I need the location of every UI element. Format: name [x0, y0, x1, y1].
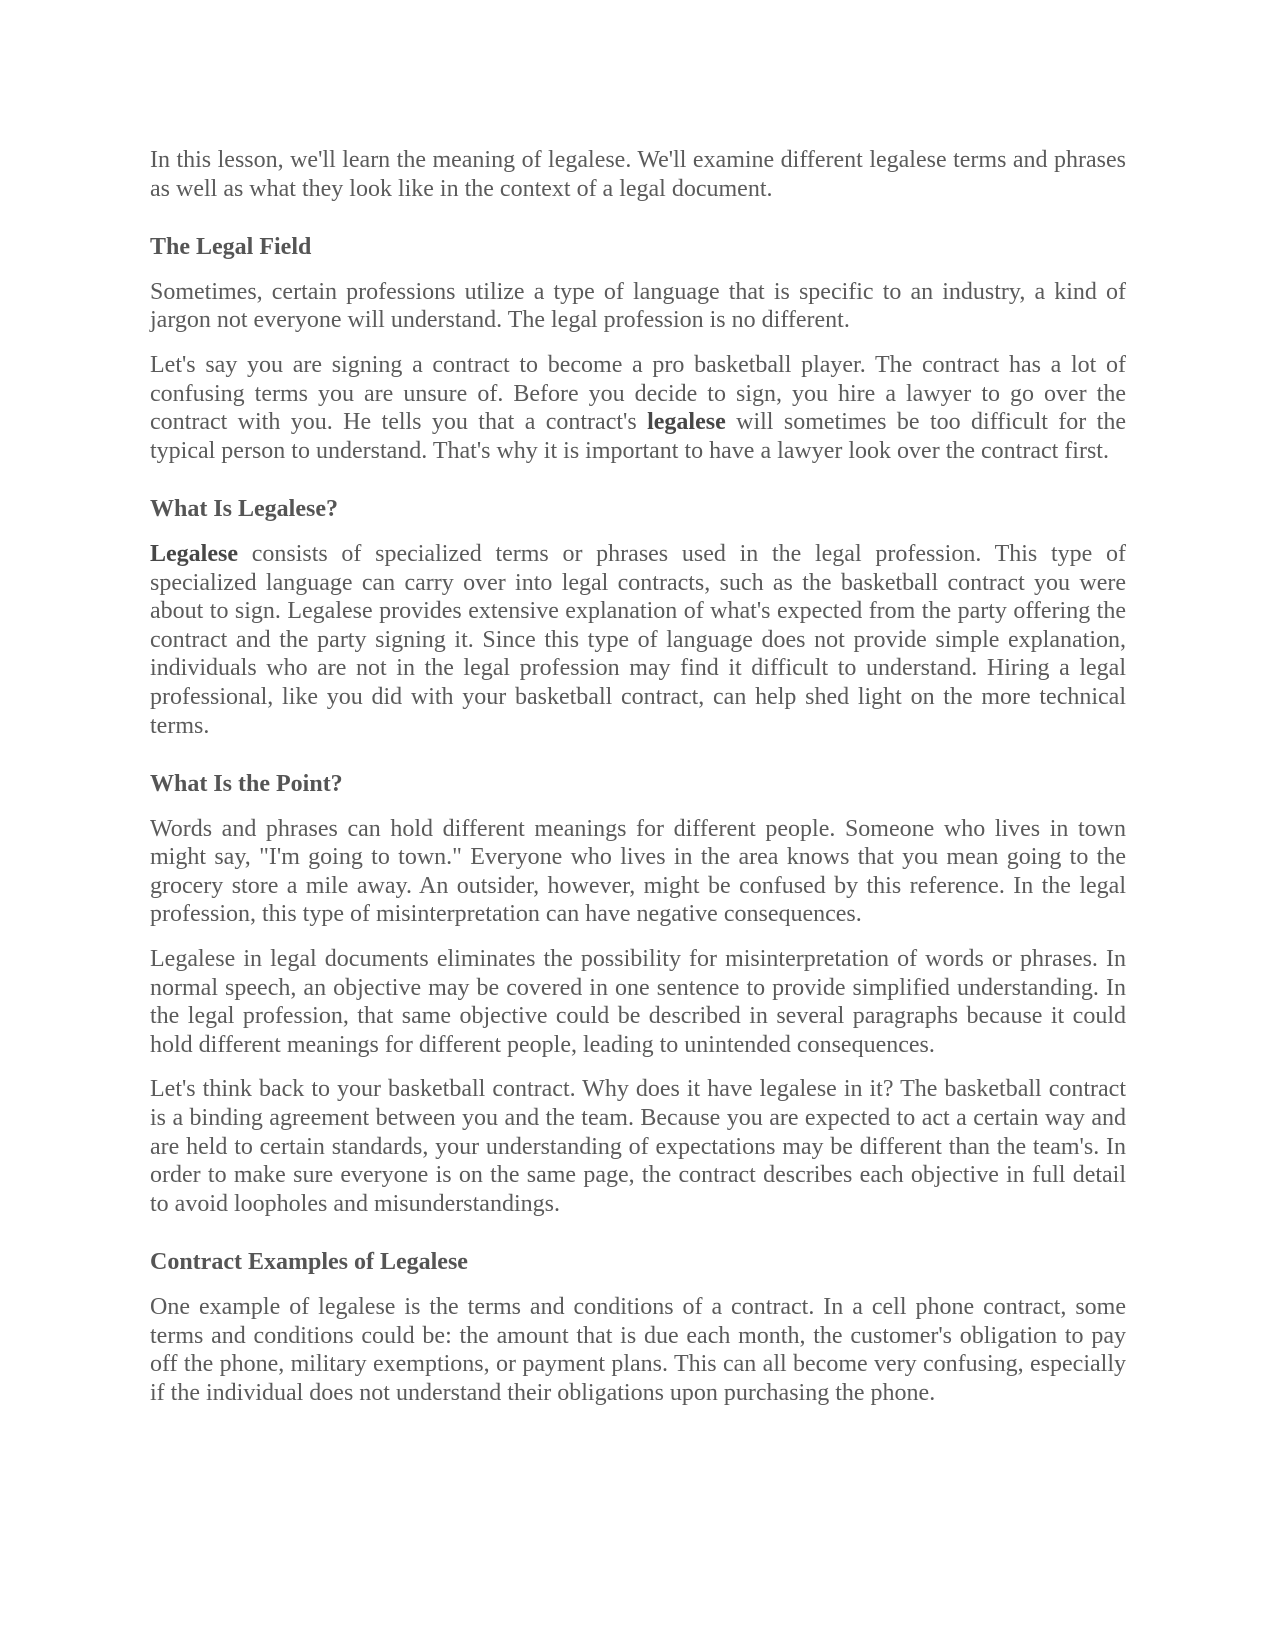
point-paragraph-3: Let's think back to your basketball contract. Why does it have legalese in it? The basketball contract is a binding agreement between you and the team. Because you are expected to act a certain way and are held to certain standards, your understanding of expectations may be different than the team's. In order to make sure everyone is on the same page, the contract describes each objective in full detail to avoid loopholes and misunderstandings.	[150, 1076, 1126, 1217]
legal-field-paragraph-1: Sometimes, certain professions utilize a type of language that is specific to an industry, a kind of jargon not everyone will understand. The legal profession is no different.	[150, 278, 1126, 334]
intro-paragraph: In this lesson, we'll learn the meaning of legalese. We'll examine different legalese terms and phrases as well as what they look like in the context of a legal document.	[150, 147, 1126, 202]
heading-what-is-the-point: What Is the Point?	[150, 771, 343, 798]
contract-examples-paragraph: One example of legalese is the terms and conditions of a contract. In a cell phone contract, some terms and conditions could be: the amount that is due each month, the customer's obligation to pay off the phone, military exemptions, or payment plans. This can all become very confusing, especially if the individual does not understand their obligations upon purchasing the phone.	[150, 1294, 1126, 1406]
heading-contract-examples: Contract Examples of Legalese	[150, 1249, 468, 1276]
what-is-legalese-paragraph-text: consists of specialized terms or phrases used in the legal profession. This type of specialized language can carry over into legal contracts, such as the basketball contract you were about to sign. Legalese provides extensive explanation of what's expected from the party offering the contract and the party signing it. Since this type of language does not provide simple explanation, individuals who are not in the legal profession may find it difficult to understand. Hiring a legal professional, like you did with your basketball contract, can help shed light on the more technical terms.	[150, 540, 1126, 739]
point-paragraph-2: Legalese in legal documents eliminates the possibility for misinterpretation of words or phrases. In normal speech, an objective may be covered in one sentence to provide simplified understanding. In the legal profession, that same objective could be described in several paragraphs because it could hold different meanings for different people, leading to unintended consequences.	[150, 946, 1126, 1058]
point-paragraph-1: Words and phrases can hold different meanings for different people. Someone who lives in town might say, "I'm going to town." Everyone who lives in the area knows that you mean going to the grocery store a mile away. An outsider, however, might be confused by this reference. In the legal profession, this type of misinterpretation can have negative consequences.	[150, 815, 1126, 928]
legalese-definition-term: Legalese	[150, 540, 238, 567]
document-page	[150, 146, 1126, 1407]
heading-what-is-legalese: What Is Legalese?	[150, 496, 338, 523]
legal-field-paragraph-2-text-b: will sometimes be too difficult for the typical person to understand. That's why it is important to have a lawyer look over the contract first.	[150, 409, 1126, 464]
what-is-legalese-paragraph	[150, 540, 1126, 740]
legal-field-paragraph-2	[150, 351, 1126, 465]
legalese-bold-term: legalese	[647, 409, 726, 436]
legal-field-paragraph-2-text-a: Let's say you are signing a contract to become a pro basketball player. The contract has a lot of confusing terms you are unsure of. Before you decide to sign, you hire a lawyer to go over the contract with you. He tells you that a contract's	[150, 351, 1126, 436]
heading-legal-field: The Legal Field	[150, 234, 312, 261]
